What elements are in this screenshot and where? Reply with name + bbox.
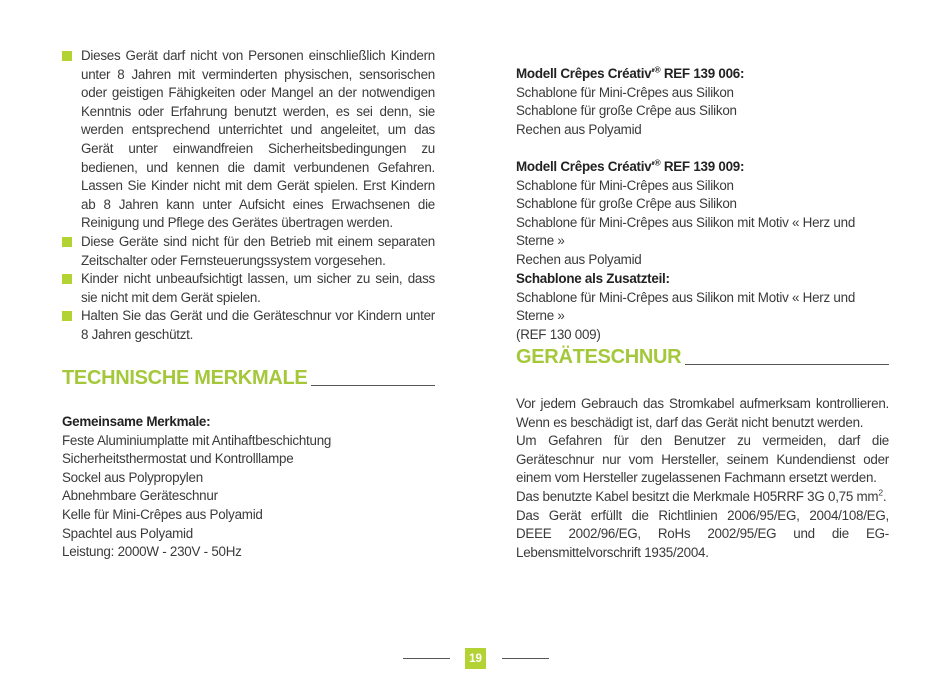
footer-rule-left [403, 658, 450, 659]
bullet-square-icon [62, 237, 72, 247]
model-006-block [516, 65, 889, 139]
bullet-item: Diese Geräte sind nicht für den Betrieb mit einem separaten Zeitschalter oder Fernsteuerungssystem vorgesehen. [62, 233, 435, 270]
model-item: Schablone für Mini-Crêpes aus Silikon mit Motiv « Herz und Sterne » [516, 214, 856, 249]
model-item: Schablone für große Crêpe aus Silikon [516, 196, 737, 212]
heading-rule [685, 364, 889, 366]
section-heading-technical: TECHNISCHE MERKMALE [62, 367, 435, 389]
section-heading-cord: GERÄTESCHNUR [516, 346, 889, 368]
model-item: Rechen aus Polyamid [516, 121, 642, 137]
page-number: 19 [465, 648, 486, 669]
accessory-item: (REF 130 009) [516, 326, 601, 342]
bullet-item: Halten Sie das Gerät und die Geräteschnur vor Kindern unter 8 Jahren geschützt. [62, 307, 435, 344]
accessory-item: Schablone für Mini-Crêpes aus Silikon mit Motiv « Herz und Sterne » [516, 289, 856, 324]
feature-line: Abnehmbare Geräteschnur [62, 488, 218, 504]
accessory-title: Schablone als Zusatzteil: [516, 271, 670, 286]
cord-paragraph: Vor jedem Gebrauch das Stromkabel aufmerksam kontrollieren. Wenn es beschädigt ist, darf das Gerät nicht benutzt werden. [516, 396, 889, 430]
model-item: Schablone für Mini-Crêpes aus Silikon [516, 177, 734, 193]
feature-line: Sicherheitsthermostat und Kontrolllampe [62, 451, 294, 467]
bullet-item: Kinder nicht unbeaufsichtigt lassen, um sicher zu sein, dass sie nicht mit dem Gerät spielen. [62, 270, 435, 307]
cord-paragraph: Um Gefahren für den Benutzer zu vermeiden, darf die Geräteschnur nur vom Hersteller, seinem Kundendienst oder einem vom Hersteller zugelassenen Fachmann ersetzt werden. [516, 433, 889, 486]
accessory-block [516, 270, 889, 344]
bullet-square-icon [62, 51, 72, 61]
safety-bullet-list [62, 47, 435, 345]
model-009-title: Modell Crêpes Créativ'® REF 139 009: [516, 157, 745, 174]
cord-paragraph: Das benutzte Kabel besitzt die Merkmale H05RRF 3G 0,75 $mm^2$. [516, 487, 887, 504]
heading-rule [311, 385, 435, 387]
feature-line: Feste Aluminiumplatte mit Antihaftbeschichtung [62, 432, 332, 448]
feature-line: Kelle für Mini-Crêpes aus Polyamid [62, 506, 263, 522]
bullet-item: Dieses Gerät darf nicht von Personen einschließlich Kindern unter 8 Jahren mit verminderten physischen, sensorischen oder geistigen Fähigkeiten oder Mangel an der notwendigen Kenntnis oder Erfahrung benutzt werden, es sei denn, sie werden entsprechend unterrichtet und angeleitet, um das Gerät unter einwandfreien Sicherheitsbedingungen zu bedienen, und kennen die damit verbundenen Gefahren. Lassen Sie Kinder nicht mit dem Gerät spielen. Erst Kindern ab 8 Jahren kann unter Aufsicht eines Erwachsenen die Reinigung und Pflege des Gerätes übertragen werden. [62, 47, 435, 233]
model-item: Schablone für Mini-Crêpes aus Silikon [516, 84, 734, 100]
model-006-title: Modell Crêpes Créativ'® REF 139 006: [516, 64, 745, 81]
cord-paragraph: Das Gerät erfüllt die Richtlinien 2006/95/EG, 2004/108/EG, DEEE 2002/96/EG, RoHs 2002/95/EG und die EG-Lebensmittelvorschrift 1935/2004. [516, 507, 889, 560]
bullet-square-icon [62, 311, 72, 321]
model-item: Rechen aus Polyamid [516, 251, 642, 267]
feature-line: Leistung: 2000W - 230V - 50Hz [62, 544, 242, 560]
cord-block [516, 395, 889, 562]
features-title: Gemeinsame Merkmale: [62, 414, 211, 429]
features-block [62, 413, 435, 562]
footer-rule-right [502, 658, 549, 659]
bullet-square-icon [62, 274, 72, 284]
model-item: Schablone für große Crêpe aus Silikon [516, 103, 737, 119]
feature-line: Spachtel aus Polyamid [62, 525, 193, 541]
feature-line: Sockel aus Polypropylen [62, 469, 203, 485]
model-009-block [516, 158, 889, 270]
